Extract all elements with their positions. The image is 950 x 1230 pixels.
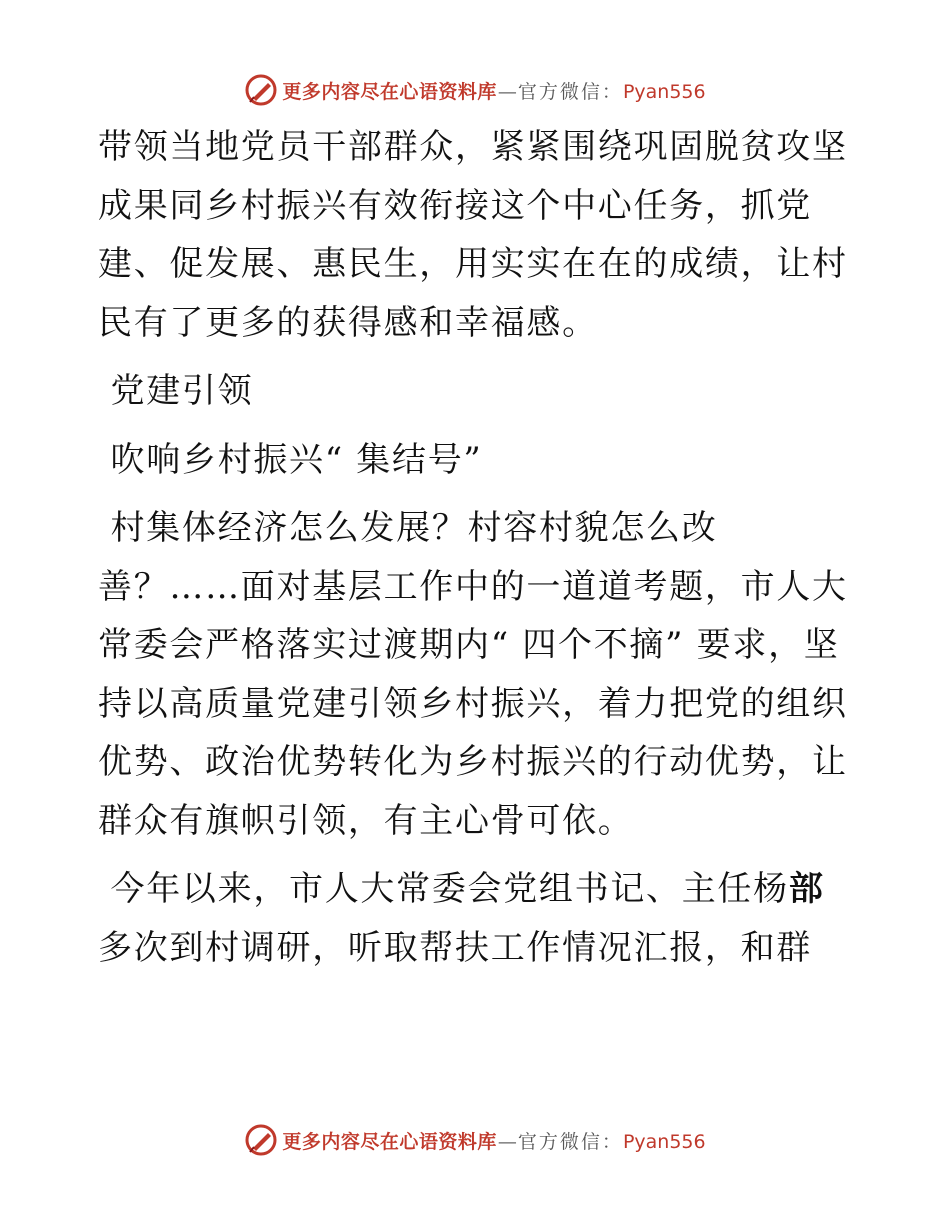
paragraph bbox=[98, 431, 853, 490]
paragraph bbox=[98, 362, 853, 421]
banner-wechat-id: Pyan556 bbox=[622, 1130, 706, 1153]
quill-pen-logo-icon bbox=[244, 1123, 278, 1157]
paragraph-text: 吹响乡村振兴“ 集结号” bbox=[98, 439, 483, 480]
banner-dash: — bbox=[497, 80, 517, 103]
banner-text bbox=[282, 77, 705, 104]
banner-dash: — bbox=[497, 1130, 517, 1153]
paragraph-text: 村集体经济怎么发展？村容村貌怎么改善？……面对基层工作中的一道道考题，市人大常委会严格落实过渡期内“ 四个不摘” 要求，坚持以高质量党建引领乡村振兴，着力把党的组织优势、政治优势转化为乡村振兴的行动优势，让群众有旗帜引领，有主心骨可依。 bbox=[98, 508, 848, 841]
footer-banner bbox=[0, 1120, 950, 1160]
banner-text bbox=[282, 1127, 705, 1154]
banner-wechat-id: Pyan556 bbox=[622, 80, 706, 103]
paragraph-text: 多次到村调研，听取帮扶工作情况汇报，和群 bbox=[98, 927, 812, 968]
quill-pen-logo-icon bbox=[244, 73, 278, 107]
banner-wechat-label: 官方微信： bbox=[517, 1130, 623, 1153]
header-banner bbox=[0, 70, 950, 110]
paragraph-text: 党建引领 bbox=[98, 371, 254, 411]
document-body bbox=[98, 118, 853, 987]
paragraph-text: 今年以来，市人大常委会党组书记、主任杨 bbox=[98, 869, 789, 909]
paragraph bbox=[98, 860, 853, 977]
banner-main-text: 更多内容尽在心语资料库 bbox=[282, 80, 497, 103]
paragraph-text: 带领当地党员干部群众，紧紧围绕巩固脱贫攻坚成果同乡村振兴有效衔接这个中心任务，抓党建、促发展、惠民生，用实实在在的成绩，让村民有了更多的获得感和幸福感。 bbox=[98, 127, 848, 343]
banner-main-text: 更多内容尽在心语资料库 bbox=[282, 1130, 497, 1153]
paragraph bbox=[98, 118, 853, 352]
paragraph bbox=[98, 499, 853, 850]
banner-wechat-label: 官方微信： bbox=[517, 80, 623, 103]
emphasized-character: 部 bbox=[788, 869, 825, 909]
